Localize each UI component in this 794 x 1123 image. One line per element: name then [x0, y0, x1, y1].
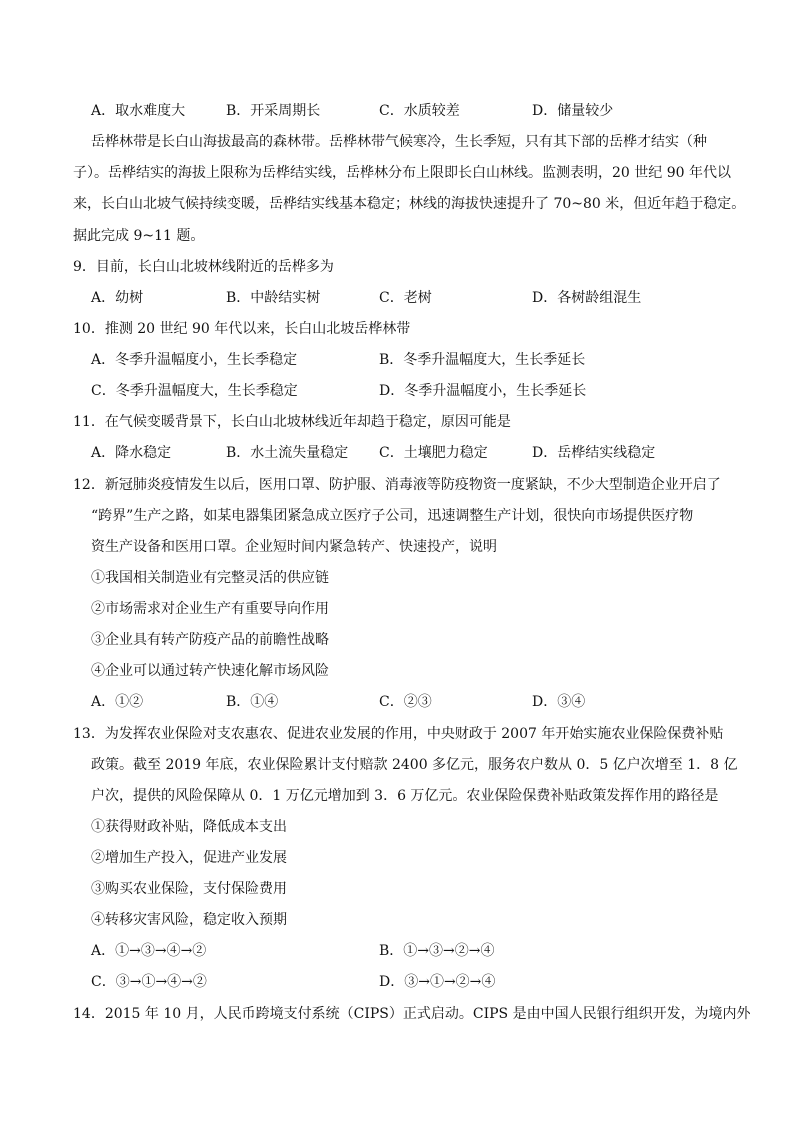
- option-a: A．降水稳定: [91, 445, 172, 461]
- passage-line: 子）。岳桦结实的海拔上限称为岳桦结实线，岳桦林分布上限即长白山林线。监测表明，20 世纪 90 年代以: [73, 165, 731, 181]
- statement-item: ①获得财政补贴，降低成本支出: [91, 819, 287, 835]
- option-b: B．①④: [226, 694, 279, 710]
- question-stem: 10．推测 20 世纪 90 年代以来，长白山北坡岳桦林带: [73, 321, 411, 337]
- option-b: B．水土流失量稳定: [226, 445, 349, 461]
- option-d: D．③→①→②→④: [379, 974, 496, 990]
- question-stem: 14．2015 年 10 月，人民币跨境支付系统（CIPS）正式启动。CIPS 是由中国人民银行组织开发，为境内外: [73, 1006, 751, 1022]
- statement-item: ③购买农业保险，支付保险费用: [91, 881, 287, 897]
- option-b: B．①→③→②→④: [379, 943, 495, 959]
- passage-line: 岳桦林带是长白山海拔最高的森林带。岳桦林带气候寒冷，生长季短，只有其下部的岳桦才结实（种: [91, 134, 707, 150]
- passage-line: 来，长白山北坡气候持续变暖，岳桦结实线基本稳定；林线的海拔快速提升了 70~80 米，但近年趋于稳定。: [73, 196, 746, 212]
- option-c: C．②③: [379, 694, 432, 710]
- option-d: D．冬季升温幅度小，生长季延长: [379, 383, 587, 399]
- statement-item: ②市场需求对企业生产有重要导向作用: [91, 601, 329, 617]
- statement-item: ④转移灾害风险，稳定收入预期: [91, 912, 287, 928]
- option-d: D．储量较少: [532, 103, 614, 119]
- option-a: A．冬季升温幅度小，生长季稳定: [91, 352, 298, 368]
- option-c: C．冬季升温幅度大，生长季稳定: [91, 383, 298, 399]
- option-c: C．老树: [379, 290, 432, 306]
- option-a: A．①→③→④→②: [91, 943, 207, 959]
- statement-item: ③企业具有转产防疫产品的前瞻性战略: [91, 632, 329, 648]
- option-c: C．土壤肥力稳定: [379, 445, 488, 461]
- question-stem: 户次，提供的风险保障从 0．1 万亿元增加到 3．6 万亿元。农业保险保费补贴政策发挥作用的路径是: [91, 788, 719, 804]
- statement-item: ①我国相关制造业有完整灵活的供应链: [91, 570, 329, 586]
- question-stem: 12．新冠肺炎疫情发生以后，医用口罩、防护服、消毒液等防疫物资一度紧缺，不少大型制造企业开启了: [73, 477, 721, 493]
- option-d: D．各树龄组混生: [532, 290, 642, 306]
- question-stem: 11．在气候变暖背景下，长白山北坡林线近年却趋于稳定，原因可能是: [73, 414, 511, 430]
- question-stem: 13．为发挥农业保险对支农惠农、促进农业发展的作用，中央财政于 2007 年开始实施农业保险保费补贴: [73, 726, 724, 742]
- passage-line: 据此完成 9~11 题。: [73, 228, 205, 244]
- option-a: A．①②: [91, 694, 144, 710]
- option-d: D．岳桦结实线稳定: [532, 445, 656, 461]
- option-b: B．冬季升温幅度大，生长季延长: [379, 352, 586, 368]
- option-a: A．幼树: [91, 290, 144, 306]
- option-c: C．③→①→④→②: [91, 974, 207, 990]
- option-b: B．中龄结实树: [226, 290, 321, 306]
- option-a: A．取水难度大: [91, 103, 186, 119]
- question-stem: “跨界”生产之路，如某电器集团紧急成立医疗子公司，迅速调整生产计划，很快向市场提供医疗物: [91, 508, 694, 524]
- option-c: C．水质较差: [379, 103, 460, 119]
- option-b: B．开采周期长: [226, 103, 321, 119]
- statement-item: ④企业可以通过转产快速化解市场风险: [91, 663, 329, 679]
- option-d: D．③④: [532, 694, 586, 710]
- question-stem: 资生产设备和医用口罩。企业短时间内紧急转产、快速投产，说明: [91, 539, 497, 555]
- statement-item: ②增加生产投入，促进产业发展: [91, 850, 287, 866]
- question-stem: 政策。截至 2019 年底，农业保险累计支付赔款 2400 多亿元，服务农户数从 0．5 亿户次增至 1．8 亿: [91, 757, 738, 773]
- question-stem: 9．目前，长白山北坡林线附近的岳桦多为: [73, 259, 334, 275]
